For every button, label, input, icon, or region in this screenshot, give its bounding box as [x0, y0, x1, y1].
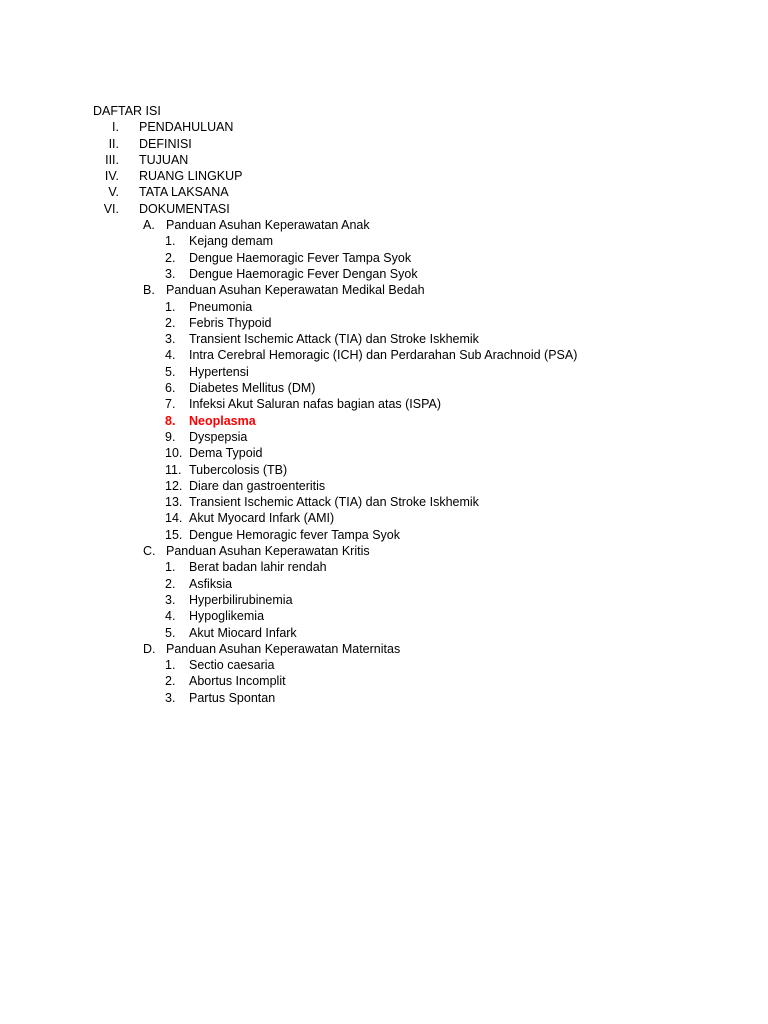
toc-section [93, 168, 713, 184]
item-number: 4. [165, 609, 176, 624]
item-label: Kejang demam [189, 234, 274, 249]
item-number: 1. [165, 560, 176, 575]
item-label: Transient Ischemic Attack (TIA) dan Stroke Iskhemik [189, 332, 479, 347]
section-label: RUANG LINGKUP [139, 169, 243, 184]
item-label: Asfiksia [189, 576, 233, 591]
toc-subsection [93, 217, 713, 233]
toc-subsection [93, 282, 713, 298]
toc-section [93, 136, 713, 152]
toc-item [93, 657, 713, 673]
section-label: TUJUAN [139, 152, 189, 167]
toc-item [93, 494, 713, 510]
section-number: I. [112, 120, 119, 135]
toc-item [93, 478, 713, 494]
toc-item [93, 576, 713, 592]
toc-item [93, 462, 713, 478]
item-label: Diabetes Mellitus (DM) [189, 381, 316, 396]
item-number: 5. [165, 364, 176, 379]
item-number: 13. [165, 495, 183, 510]
item-number: 15. [165, 527, 183, 542]
item-number: 8. [165, 413, 176, 428]
item-number: 2. [165, 250, 176, 265]
item-label: Hypertensi [189, 364, 249, 379]
toc-title: DAFTAR ISI [93, 104, 161, 118]
toc-item [93, 396, 713, 412]
toc-item [93, 331, 713, 347]
item-number: 1. [165, 234, 176, 249]
toc-item [93, 347, 713, 363]
toc-item [93, 608, 713, 624]
item-number: 3. [165, 690, 176, 705]
item-number: 3. [165, 266, 176, 281]
toc-item [93, 445, 713, 461]
toc-item [93, 315, 713, 331]
toc-item [93, 266, 713, 282]
toc-item [93, 429, 713, 445]
toc-item [93, 299, 713, 315]
toc-item [93, 233, 713, 249]
item-label: Tubercolosis (TB) [189, 462, 288, 477]
subsection-label: Panduan Asuhan Keperawatan Kritis [166, 544, 370, 559]
item-label: Berat badan lahir rendah [189, 560, 327, 575]
item-label: Infeksi Akut Saluran nafas bagian atas (ISPA) [189, 397, 441, 412]
toc-item [93, 364, 713, 380]
section-label: DOKUMENTASI [139, 201, 230, 216]
toc-item [93, 527, 713, 543]
subsection-label: Panduan Asuhan Keperawatan Maternitas [166, 641, 401, 656]
item-label: Hypoglikemia [189, 609, 265, 624]
section-label: PENDAHULUAN [139, 120, 234, 135]
item-number: 3. [165, 332, 176, 347]
subsection-letter: B. [143, 283, 155, 298]
toc-subsection [93, 543, 713, 559]
section-number: VI. [103, 201, 119, 216]
toc-section [93, 201, 713, 217]
item-label: Febris Thypoid [189, 315, 272, 330]
item-label: Pneumonia [189, 299, 253, 314]
toc-item [93, 625, 713, 641]
item-label: Dengue Hemoragic fever Tampa Syok [189, 527, 400, 542]
item-number: 14. [165, 511, 183, 526]
toc-section [93, 152, 713, 168]
item-number: 1. [165, 299, 176, 314]
toc-item [93, 559, 713, 575]
item-label: Akut Miocard Infark [189, 625, 297, 640]
item-number: 2. [165, 576, 176, 591]
item-number: 11. [165, 462, 182, 477]
toc-section [93, 119, 713, 135]
item-label: Intra Cerebral Hemoragic (ICH) dan Perdarahan Sub Arachnoid (PSA) [189, 348, 578, 363]
item-label: Partus Spontan [189, 690, 276, 705]
item-number: 6. [165, 381, 176, 396]
item-number: 4. [165, 348, 176, 363]
toc-item-highlighted [93, 413, 713, 429]
section-label: DEFINISI [139, 136, 192, 151]
item-number: 10. [165, 446, 183, 461]
subsection-label: Panduan Asuhan Keperawatan Medikal Bedah [166, 283, 425, 298]
item-label: Dema Typoid [189, 446, 263, 461]
section-label: TATA LAKSANA [139, 185, 229, 200]
item-label: Hyperbilirubinemia [189, 592, 293, 607]
toc-item [93, 380, 713, 396]
item-number: 1. [165, 658, 176, 673]
section-number: IV. [104, 169, 119, 184]
item-label: Dengue Haemoragic Fever Dengan Syok [189, 266, 418, 281]
toc-item [93, 250, 713, 266]
subsection-letter: A. [143, 218, 155, 233]
item-label: Abortus Incomplit [189, 674, 286, 689]
item-label: Neoplasma [189, 413, 256, 428]
item-label: Dengue Haemoragic Fever Tampa Syok [189, 250, 412, 265]
toc-subsection [93, 641, 713, 657]
item-label: Dyspepsia [189, 429, 248, 444]
section-number: III. [105, 152, 119, 167]
toc-item [93, 673, 713, 689]
subsection-label: Panduan Asuhan Keperawatan Anak [166, 218, 370, 233]
subsection-letter: D. [143, 641, 156, 656]
item-number: 3. [165, 592, 176, 607]
item-number: 2. [165, 315, 176, 330]
item-number: 7. [165, 397, 176, 412]
item-label: Transient Ischemic Attack (TIA) dan Stroke Iskhemik [189, 495, 479, 510]
item-number: 5. [165, 625, 176, 640]
item-label: Sectio caesaria [189, 658, 275, 673]
item-number: 9. [165, 429, 176, 444]
item-label: Akut Myocard Infark (AMI) [189, 511, 335, 526]
section-number: V. [108, 185, 119, 200]
section-number: II. [108, 136, 119, 151]
toc-section [93, 184, 713, 200]
toc-item [93, 510, 713, 526]
item-number: 12. [165, 478, 183, 493]
table-of-contents [93, 103, 713, 706]
item-number: 2. [165, 674, 176, 689]
toc-item [93, 690, 713, 706]
toc-item [93, 592, 713, 608]
item-label: Diare dan gastroenteritis [189, 478, 326, 493]
subsection-letter: C. [143, 544, 156, 559]
